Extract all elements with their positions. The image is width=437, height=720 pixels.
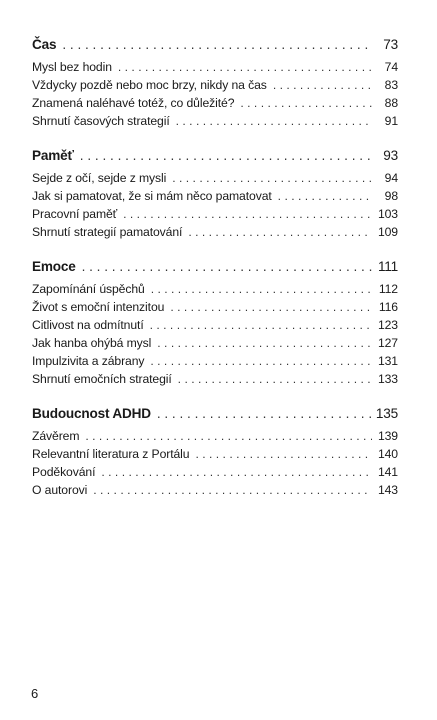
chapter-title: Emoce bbox=[32, 259, 76, 274]
entry-title: Poděkování bbox=[32, 465, 96, 479]
entry-page: 94 bbox=[384, 171, 398, 185]
toc-entry[interactable] bbox=[32, 483, 398, 501]
toc-entry[interactable] bbox=[32, 465, 398, 483]
dot-leader bbox=[278, 189, 372, 203]
chapter-page: 135 bbox=[375, 406, 398, 421]
toc-entry[interactable] bbox=[32, 447, 398, 465]
dot-leader bbox=[93, 483, 372, 497]
toc-entry[interactable] bbox=[32, 114, 398, 132]
chapter-page: 93 bbox=[383, 148, 398, 163]
dot-leader bbox=[273, 78, 372, 92]
dot-leader bbox=[123, 207, 372, 221]
entry-title: Shrnutí strategií pamatování bbox=[32, 225, 183, 239]
entry-title: Mysl bez hodin bbox=[32, 60, 112, 74]
entry-title: Jak hanba ohýbá mysl bbox=[32, 336, 152, 350]
entry-title: Shrnutí emočních strategií bbox=[32, 372, 172, 386]
dot-leader bbox=[188, 225, 372, 239]
dot-leader bbox=[176, 114, 372, 128]
entry-title: Sejde z očí, sejde z mysli bbox=[32, 171, 167, 185]
entry-page: 133 bbox=[377, 372, 398, 386]
entry-title: Závěrem bbox=[32, 429, 80, 443]
dot-leader bbox=[101, 465, 372, 479]
toc-entry[interactable] bbox=[32, 78, 398, 96]
dot-leader bbox=[157, 336, 372, 350]
toc-entry[interactable] bbox=[32, 354, 398, 372]
toc-entry[interactable] bbox=[32, 372, 398, 390]
toc-entry[interactable] bbox=[32, 60, 398, 78]
entry-page: 116 bbox=[378, 300, 398, 314]
entry-title: Život s emoční intenzitou bbox=[32, 300, 165, 314]
toc-entry[interactable] bbox=[32, 207, 398, 225]
dot-leader bbox=[195, 447, 372, 461]
toc-chapter-cas[interactable] bbox=[32, 37, 398, 55]
dot-leader bbox=[178, 372, 372, 386]
toc-chapter-emoce[interactable] bbox=[32, 259, 398, 277]
toc-entry[interactable] bbox=[32, 171, 398, 189]
toc-entry[interactable] bbox=[32, 282, 398, 300]
entry-title: Jak si pamatovat, že si mám něco pamatovat bbox=[32, 189, 272, 203]
chapter-page: 111 bbox=[377, 259, 398, 274]
toc-chapter-budoucnost[interactable] bbox=[32, 406, 398, 424]
entry-page: 88 bbox=[384, 96, 398, 110]
dot-leader bbox=[150, 354, 372, 368]
dot-leader bbox=[85, 429, 372, 443]
dot-leader bbox=[240, 96, 372, 110]
chapter-page: 73 bbox=[383, 37, 398, 52]
dot-leader bbox=[170, 300, 372, 314]
toc-entry[interactable] bbox=[32, 225, 398, 243]
entry-page: 109 bbox=[377, 225, 398, 239]
entry-title: Shrnutí časových strategií bbox=[32, 114, 170, 128]
chapter-title: Budoucnost ADHD bbox=[32, 406, 151, 421]
entry-page: 123 bbox=[377, 318, 398, 332]
toc-chapter-pamet[interactable] bbox=[32, 148, 398, 166]
entry-title: Pracovní paměť bbox=[32, 207, 118, 221]
dot-leader bbox=[80, 148, 372, 163]
entry-title: Vždycky pozdě nebo moc brzy, nikdy na čas bbox=[32, 78, 267, 92]
toc-entry[interactable] bbox=[32, 189, 398, 207]
entry-page: 83 bbox=[384, 78, 398, 92]
toc-entry[interactable] bbox=[32, 318, 398, 336]
dot-leader bbox=[157, 406, 372, 421]
entry-title: Relevantní literatura z Portálu bbox=[32, 447, 190, 461]
entry-page: 112 bbox=[378, 282, 398, 296]
chapter-title: Čas bbox=[32, 37, 57, 52]
entry-title: Znamená naléhavé totéž, co důležité? bbox=[32, 96, 235, 110]
page-number: 6 bbox=[31, 686, 39, 701]
entry-page: 131 bbox=[377, 354, 398, 368]
toc-entry[interactable] bbox=[32, 96, 398, 114]
dot-leader bbox=[118, 60, 372, 74]
entry-page: 127 bbox=[377, 336, 398, 350]
toc-entry[interactable] bbox=[32, 429, 398, 447]
entry-page: 141 bbox=[377, 465, 398, 479]
dot-leader bbox=[82, 259, 372, 274]
dot-leader bbox=[62, 37, 372, 52]
entry-title: Impulzivita a zábrany bbox=[32, 354, 145, 368]
dot-leader bbox=[150, 318, 372, 332]
entry-page: 103 bbox=[377, 207, 398, 221]
entry-page: 91 bbox=[384, 114, 398, 128]
entry-page: 74 bbox=[384, 60, 398, 74]
toc-entry[interactable] bbox=[32, 300, 398, 318]
entry-title: Zapomínání úspěchů bbox=[32, 282, 145, 296]
entry-page: 98 bbox=[384, 189, 398, 203]
entry-page: 140 bbox=[377, 447, 398, 461]
entry-title: O autorovi bbox=[32, 483, 88, 497]
chapter-title: Paměť bbox=[32, 148, 74, 163]
entry-page: 139 bbox=[377, 429, 398, 443]
toc-entry[interactable] bbox=[32, 336, 398, 354]
dot-leader bbox=[172, 171, 372, 185]
entry-title: Citlivost na odmítnutí bbox=[32, 318, 144, 332]
dot-leader bbox=[151, 282, 372, 296]
entry-page: 143 bbox=[377, 483, 398, 497]
